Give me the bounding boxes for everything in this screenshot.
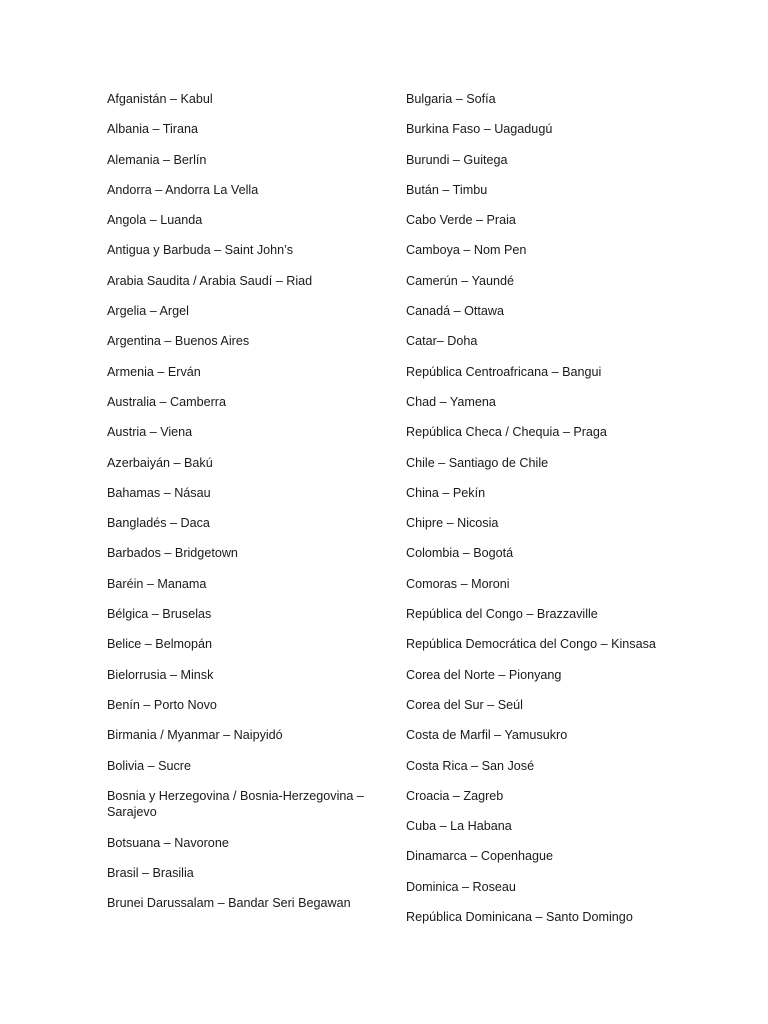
country-capital-entry: Baréin – Manama — [107, 576, 207, 591]
country-capital-entry: Arabia Saudita / Arabia Saudí – Riad — [107, 273, 313, 288]
country-capital-entry: Argentina – Buenos Aires — [107, 334, 250, 349]
country-capital-entry: República del Congo – Brazzaville — [406, 607, 598, 622]
country-capital-entry: Bolivia – Sucre — [107, 758, 191, 773]
country-capital-entry: Austria – Viena — [107, 425, 193, 440]
country-capital-entry: Burkina Faso – Uagadugú — [406, 122, 553, 137]
country-capital-entry: Costa de Marfil – Yamusukro — [406, 728, 568, 743]
country-capital-entry: Bulgaria – Sofía — [406, 92, 496, 106]
country-capital-entry: Bélgica – Bruselas — [107, 607, 212, 622]
country-capital-entry: Australia – Camberra — [107, 394, 226, 409]
country-capital-entry: Corea del Norte – Pionyang — [406, 667, 562, 682]
country-capital-entry: Burundi – Guitega — [406, 152, 508, 167]
country-capital-entry: República Dominicana – Santo Domingo — [406, 910, 633, 925]
country-capital-entry: Argelia – Argel — [107, 304, 189, 319]
country-capital-entry: Benín – Porto Novo — [107, 697, 217, 712]
country-capital-entry: Bahamas – Násau — [107, 485, 211, 500]
country-capital-entry: Chile – Santiago de Chile — [406, 455, 549, 470]
country-capital-entry: Azerbaiyán – Bakú — [107, 455, 213, 470]
country-capital-entry: República Democrática del Congo – Kinsasa — [406, 637, 656, 652]
country-capital-entry: Canadá – Ottawa — [406, 304, 505, 319]
country-capital-entry: Camboya – Nom Pen — [406, 243, 527, 258]
country-capital-entry: Corea del Sur – Seúl — [406, 697, 523, 712]
country-capital-entry: Chipre – Nicosia — [406, 516, 499, 531]
country-capital-entry: Albania – Tirana — [107, 122, 199, 137]
country-capital-entry: Antigua y Barbuda – Saint John’s — [107, 243, 294, 258]
country-capital-entry: Barbados – Bridgetown — [107, 546, 238, 561]
country-capital-entry: Bosnia y Herzegovina / Bosnia-Herzegovina – Sarajevo — [107, 788, 364, 820]
country-capital-entry: Costa Rica – San José — [406, 758, 535, 773]
country-capital-entry: Comoras – Moroni — [406, 576, 510, 591]
country-capital-entry: Bután – Timbu — [406, 182, 488, 197]
country-capital-entry: República Checa / Chequia – Praga — [406, 425, 607, 440]
country-capital-entry: Cuba – La Habana — [406, 819, 512, 834]
country-capital-entry: Andorra – Andorra La Vella — [107, 182, 259, 197]
country-capital-entry: Belice – Belmopán — [107, 637, 213, 652]
country-capital-entry: Angola – Luanda — [107, 213, 203, 228]
country-capital-entry: Bielorrusia – Minsk — [107, 667, 214, 682]
country-capital-entry: Colombia – Bogotá — [406, 546, 514, 561]
country-capital-entry: Dinamarca – Copenhague — [406, 849, 554, 864]
country-capital-entry: China – Pekín — [406, 485, 486, 500]
country-capital-entry: Afganistán – Kabul — [107, 92, 213, 106]
country-capital-entry: Botsuana – Navorone — [107, 835, 229, 850]
country-capital-entry: Brunei Darussalam – Bandar Seri Begawan — [107, 896, 351, 911]
country-capital-entry: Birmania / Myanmar – Naipyidó — [107, 728, 283, 743]
country-capital-entry: Camerún – Yaundé — [406, 273, 515, 288]
country-capital-entry: Chad – Yamena — [406, 394, 496, 409]
country-capital-entry: Brasil – Brasilia — [107, 865, 194, 880]
country-capital-entry: Cabo Verde – Praia — [406, 213, 516, 228]
country-capital-entry: Dominica – Roseau — [406, 879, 516, 894]
right-column-list — [406, 91, 706, 939]
country-capital-entry: Bangladés – Daca — [107, 516, 210, 531]
country-capital-entry: Alemania – Berlín — [107, 152, 207, 167]
country-capital-entry: Catar– Doha — [406, 334, 478, 349]
country-capital-entry: Croacia – Zagreb — [406, 788, 504, 803]
left-column-list — [107, 91, 377, 926]
country-capital-entry: República Centroafricana – Bangui — [406, 364, 602, 379]
country-capital-entry: Armenia – Erván — [107, 364, 201, 379]
